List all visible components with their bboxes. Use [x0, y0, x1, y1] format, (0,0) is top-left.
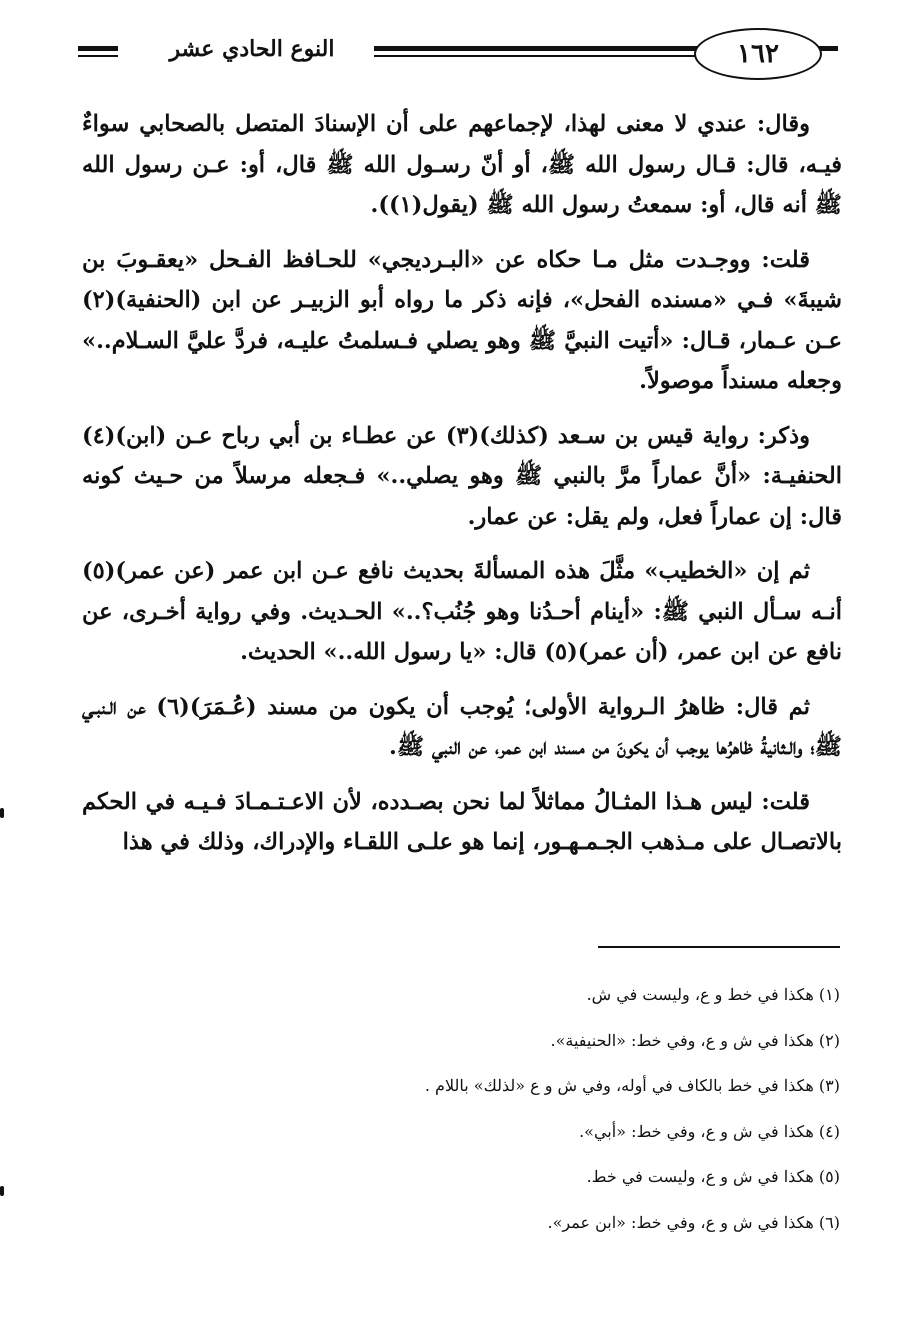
footnote: (٢) هكذا في ش و ع، وفي خط: «الحنيفية».: [550, 1030, 840, 1050]
header-rule-left-thin: [78, 55, 118, 57]
paragraph: ثم قال: ظاهرُ الـرواية الأولى؛ يُوجب أن يكون من مسند (عُـمَرَ)(٦) عن الـنبـي ﷺ؛ والـثانيةُ ظاهرُها يوجب أن يكونَ من مسند ابن عمر، عن النبي ﷺ.: [82, 693, 842, 760]
footnote: (٤) هكذا في ش و ع، وفي خط: «أبي».: [579, 1121, 840, 1141]
main-text: [82, 104, 842, 877]
margin-mark: [0, 808, 4, 818]
footnote: (٣) هكذا في خط بالكاف في أوله، وفي ش و ع «لذلك» باللام .: [424, 1076, 840, 1095]
footnote: (٥) هكذا في ش و ع، وليست في خط.: [586, 1167, 840, 1186]
margin-mark: [0, 1186, 4, 1196]
paragraph: وقال: عندي لا معنى لهذا، لإجماعهم على أن الإسنادَ المتصل بالصحابي سواءٌ فيـه، قال: قـال رسول الله ﷺ، أو أنّ رسـول الله ﷺ قال، أو: عـن رسول الله ﷺ أنه قال، أو: سمعتُ رسول الله ﷺ (يقول(١)).: [82, 111, 842, 218]
footnote-separator: [598, 946, 840, 948]
header-rule-left: [78, 46, 118, 51]
page-number: ١٦٢: [694, 28, 822, 80]
page-header: [78, 28, 838, 78]
paragraph: وذكر: رواية قيس بن سـعد (كذلك)(٣) عن عطـاء بن أبي رباح عـن (ابن)(٤) الحنفيـة: «أنَّ عماراً مرَّ بالنبي ﷺ وهو يصلي..» فـجعله مرسلاً من حـيث كونه قال: إن عماراً فعل، ولم يقل: عن عمار.: [82, 422, 842, 530]
footnote: (١) هكذا في خط و ع، وليست في ش.: [586, 985, 840, 1004]
paragraph: قلت: ووجـدت مثل مـا حكاه عن «البـرديجي» للحـافظ الفـحل «يعقـوبَ بن شيبةَ» فـي «مسنده الفحل»، فإنه ذكر ما رواه أبو الزبيـر عن ابن (الحنفية)(٢) عـن عـمار، قـال: «أتيت النبيَّ ﷺ وهو يصلي فـسلمتُ عليـه، فردَّ عليَّ السـلام..» وجعله مسنداً موصولاً.: [82, 246, 842, 394]
paragraph: ثم إن «الخطيب» مثَّلَ هذه المسألةَ بحديث نافع عـن ابن عمر (عن عمر)(٥) أنـه سـأل النبي ﷺ: «أينام أحـدُنا وهو جُنُب؟..» الحـديث. وفي رواية أخـرى، عن نافع عن ابن عمر، (أن عمر)(٥) قال: «يا رسول الله..» الحديث.: [82, 558, 842, 665]
header-rule-middle: [374, 46, 704, 51]
header-rule-middle-thin: [374, 55, 704, 57]
footnotes: [82, 972, 842, 1245]
footnote: (٦) هكذا في ش و ع، وفي خط: «ابن عمر».: [547, 1212, 840, 1232]
chapter-title: النوع الحادي عشر: [142, 36, 362, 62]
paragraph: قلت: ليس هـذا المثـالُ مماثلاً لما نحن بصـدده، لأن الاعـتـمـادَ فـيـه في الحكم بالاتصـال على مـذهب الجـمـهـور، إنما هو علـى اللقـاء والإدراك، وذلك في هذا: [82, 788, 842, 855]
